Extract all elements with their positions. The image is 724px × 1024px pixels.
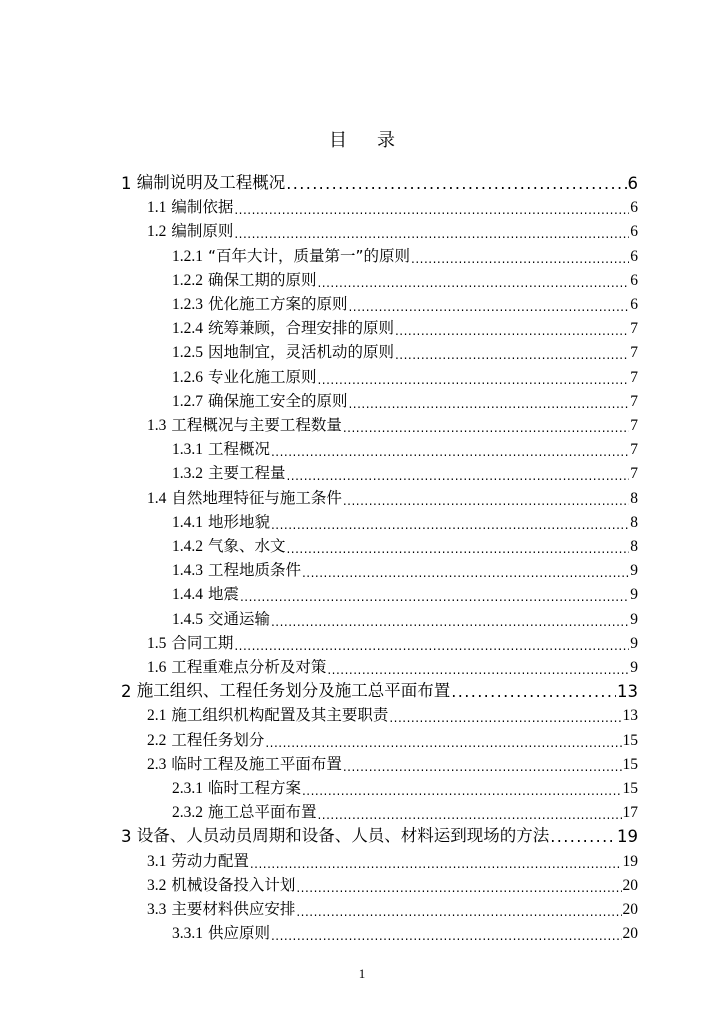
- toc-entry-number: 1.4.3: [172, 562, 203, 580]
- toc-entry-page: 13: [622, 707, 638, 725]
- toc-entry-number: 1.4.5: [172, 610, 203, 628]
- toc-entry[interactable]: [121, 677, 638, 701]
- toc-entry-page: 6: [630, 296, 638, 313]
- toc-dot-leader: [234, 201, 629, 217]
- toc-entry[interactable]: [147, 193, 638, 217]
- toc-dot-leader: [317, 371, 629, 387]
- toc-entry[interactable]: [121, 169, 638, 193]
- toc-entry[interactable]: [147, 411, 638, 435]
- toc-dot-leader: [395, 322, 629, 338]
- toc-entry[interactable]: [172, 774, 638, 798]
- toc-dot-leader: [286, 540, 629, 556]
- toc-entry-page: 15: [622, 780, 638, 797]
- toc-entry-number: 1.3.2: [172, 465, 203, 483]
- toc-entry-page: 6: [627, 174, 638, 193]
- toc-entry-page: 19: [617, 827, 638, 847]
- toc-entry-title: 因地制宜，灵活机动的原则: [207, 343, 394, 362]
- toc-entry-number: 2.3.1: [172, 780, 203, 797]
- toc-entry[interactable]: [172, 435, 638, 459]
- toc-entry-number: 1.3: [147, 417, 167, 434]
- toc-entry-page: 7: [630, 392, 638, 410]
- toc-dot-leader: [240, 588, 629, 604]
- toc-entry-page: 9: [630, 562, 638, 580]
- toc-entry[interactable]: [172, 338, 638, 362]
- toc-entry-page: 20: [622, 925, 638, 943]
- toc-entry-number: 1.4: [147, 489, 167, 507]
- toc-entry-title: 地形地貌: [207, 512, 270, 531]
- toc-entry-title: 合同工期: [171, 633, 234, 652]
- toc-dot-leader: [250, 855, 622, 871]
- toc-entry-page: 15: [622, 731, 638, 749]
- toc-entry-number: 1.2: [147, 223, 167, 241]
- toc-title-char-2: 录: [377, 130, 395, 151]
- toc-dot-leader: [286, 467, 629, 483]
- toc-entry-title: 施工总平面布置: [207, 803, 317, 822]
- toc-entry[interactable]: [147, 750, 638, 774]
- toc-entry[interactable]: [172, 387, 638, 411]
- toc-entry-page: 19: [622, 852, 638, 870]
- toc-entry-page: 9: [630, 659, 638, 676]
- toc-entry-number: 1.2.2: [172, 271, 203, 289]
- toc-dot-leader: [271, 613, 629, 629]
- toc-entry-number: 1.2.1: [172, 247, 203, 265]
- toc-dot-leader: [271, 516, 629, 532]
- toc-entry-title: 确保施工安全的原则: [207, 391, 348, 410]
- toc-entry-title: 气象、水文: [207, 537, 286, 555]
- toc-entry-title: 施工组织机构配置及其主要职责: [171, 706, 389, 725]
- toc-entry-number: 2.2: [147, 731, 167, 749]
- toc-entry[interactable]: [172, 242, 638, 266]
- toc-entry[interactable]: [172, 580, 638, 604]
- toc-entry[interactable]: [172, 556, 638, 580]
- toc-dot-leader: [317, 806, 621, 822]
- toc-dot-leader: [296, 903, 621, 919]
- toc-dot-leader: [395, 346, 629, 362]
- toc-dot-leader: [343, 419, 629, 435]
- toc-entry-title: 专业化施工原则: [207, 367, 317, 386]
- toc-entry[interactable]: [172, 605, 638, 629]
- toc-entry-title: 统筹兼顾，合理安排的原则: [207, 319, 394, 338]
- toc-entry-number: 1.4.4: [172, 586, 203, 604]
- toc-entry-title: 主要工程量: [207, 464, 286, 483]
- toc-entry-number: 1.6: [147, 659, 167, 676]
- toc-entry-page: 7: [630, 417, 638, 434]
- toc-entry-page: 7: [630, 320, 638, 338]
- toc-entry-number: 3.1: [147, 852, 167, 870]
- toc-entry-page: 17: [622, 804, 638, 822]
- toc-entry-number: 1.1: [147, 199, 167, 217]
- toc-entry[interactable]: [147, 726, 638, 750]
- toc-entry-number: 3.3.1: [172, 925, 203, 943]
- toc-entry-number: 2: [121, 682, 132, 702]
- toc-entry-title: 施工组织、工程任务划分及施工总平面布置: [136, 681, 451, 701]
- toc-entry-title: 自然地理特征与施工条件: [171, 488, 342, 507]
- toc-entry-number: 1.4.2: [172, 538, 203, 555]
- toc-dot-leader: [343, 492, 629, 508]
- toc-entry-title: 优化施工方案的原则: [207, 295, 348, 313]
- toc-entry-number: 1.2.5: [172, 344, 203, 362]
- toc-entry-page: 7: [630, 441, 638, 459]
- toc-entry-number: 2.1: [147, 707, 167, 725]
- toc-entry-title: 临时工程及施工平面布置: [171, 754, 342, 773]
- toc-entry-number: 2.3.2: [172, 804, 203, 822]
- toc-entry-number: 1.2.4: [172, 320, 203, 338]
- toc-title: [0, 126, 724, 152]
- toc-dot-leader: [286, 177, 626, 193]
- toc-entry[interactable]: [121, 822, 638, 846]
- toc-entry-number: 2.3: [147, 755, 167, 773]
- toc-entry[interactable]: [147, 653, 638, 677]
- toc-dot-leader: [343, 758, 622, 774]
- toc-dot-leader: [302, 782, 622, 798]
- toc-entry-number: 3.2: [147, 876, 167, 894]
- toc-entry-page: 6: [630, 247, 638, 265]
- toc-entry-page: 9: [630, 586, 638, 604]
- toc-entry-number: 1: [121, 174, 132, 193]
- toc-entry-page: 8: [630, 513, 638, 531]
- toc-dot-leader: [348, 395, 629, 411]
- toc-entry-page: 9: [630, 610, 638, 628]
- toc-entry-title: 工程重难点分析及对策: [171, 658, 327, 676]
- toc-entry-title: 地震: [207, 585, 239, 604]
- toc-entry-page: 8: [630, 489, 638, 507]
- toc-entry-title: 确保工期的原则: [207, 270, 317, 289]
- toc-entry[interactable]: [172, 290, 638, 314]
- toc-dot-leader: [302, 564, 629, 580]
- toc-entry-title: 交通运输: [207, 609, 270, 628]
- toc-dot-leader: [451, 685, 616, 701]
- toc-entry-page: 7: [630, 465, 638, 483]
- toc-dot-leader: [327, 661, 629, 677]
- toc-entry[interactable]: [172, 459, 638, 483]
- toc-entry[interactable]: [147, 847, 638, 871]
- toc-dot-leader: [389, 709, 621, 725]
- toc-title-char-1: 目: [329, 130, 347, 151]
- toc-entry-page: 13: [617, 682, 638, 702]
- toc-entry-page: 20: [622, 876, 638, 894]
- toc-dot-leader: [317, 274, 629, 290]
- toc-entry-number: 1.2.6: [172, 368, 203, 386]
- toc-entry-number: 3: [121, 827, 132, 847]
- toc-entry-page: 6: [630, 199, 638, 217]
- toc-entry-title: 编制依据: [171, 198, 234, 217]
- toc-entry-title: 临时工程方案: [207, 779, 301, 797]
- toc-entry-number: 1.4.1: [172, 513, 203, 531]
- toc-dot-leader: [348, 298, 629, 314]
- toc-entry[interactable]: [147, 484, 638, 508]
- toc-entry[interactable]: [172, 508, 638, 532]
- toc-dot-leader: [265, 734, 621, 750]
- toc-entry-number: 1.2.7: [172, 392, 203, 410]
- toc-entry[interactable]: [147, 895, 638, 919]
- toc-entry-title: 机械设备投入计划: [171, 875, 296, 894]
- toc-entry-title: 工程地质条件: [207, 561, 301, 580]
- toc-entry-title: 供应原则: [207, 924, 270, 943]
- toc-dot-leader: [296, 879, 621, 895]
- toc-entry-title: 工程概况: [207, 440, 270, 459]
- page-number: 1: [358, 966, 366, 981]
- toc-entry-title: “百年大计，质量第一”的原则: [207, 246, 410, 265]
- toc-dot-leader: [271, 927, 622, 943]
- toc-entry-title: 劳动力配置: [171, 851, 249, 870]
- toc-entry-title: 工程概况与主要工程数量: [171, 416, 342, 434]
- toc-entry-title: 编制原则: [171, 222, 234, 241]
- toc-dot-leader: [234, 637, 629, 653]
- toc-entry[interactable]: [172, 314, 638, 338]
- toc-entry-number: 3.3: [147, 901, 167, 918]
- toc-entry-title: 工程任务划分: [171, 730, 265, 749]
- toc-dot-leader: [271, 443, 629, 459]
- toc-entry-number: 1.3.1: [172, 441, 203, 459]
- toc-entry[interactable]: [172, 798, 638, 822]
- toc-entry-page: 15: [622, 755, 638, 773]
- toc-entry-page: 8: [630, 538, 638, 555]
- toc-entry[interactable]: [147, 701, 638, 725]
- toc-entry-number: 1.5: [147, 634, 167, 652]
- toc-entry[interactable]: [147, 217, 638, 241]
- toc-entry-page: 6: [630, 223, 638, 241]
- toc-dot-leader: [550, 830, 616, 846]
- toc-dot-leader: [234, 225, 629, 241]
- toc-entry[interactable]: [172, 532, 638, 556]
- toc-entry[interactable]: [172, 363, 638, 387]
- toc-entry-title: 设备、人员动员周期和设备、人员、材料运到现场的方法: [136, 826, 550, 846]
- toc-entry[interactable]: [147, 871, 638, 895]
- toc-entry[interactable]: [172, 266, 638, 290]
- toc-entry[interactable]: [147, 629, 638, 653]
- toc-entry-page: 7: [630, 344, 638, 362]
- toc-entry-number: 1.2.3: [172, 296, 203, 313]
- toc-entry-title: 主要材料供应安排: [171, 900, 296, 918]
- toc-entry-page: 9: [630, 634, 638, 652]
- toc-entry-title: 编制说明及工程概况: [136, 173, 286, 192]
- toc-entry-page: 7: [630, 368, 638, 386]
- toc-entry[interactable]: [172, 919, 638, 943]
- toc-dot-leader: [411, 250, 629, 266]
- toc-entry-page: 6: [630, 271, 638, 289]
- toc-entry-page: 20: [622, 901, 638, 918]
